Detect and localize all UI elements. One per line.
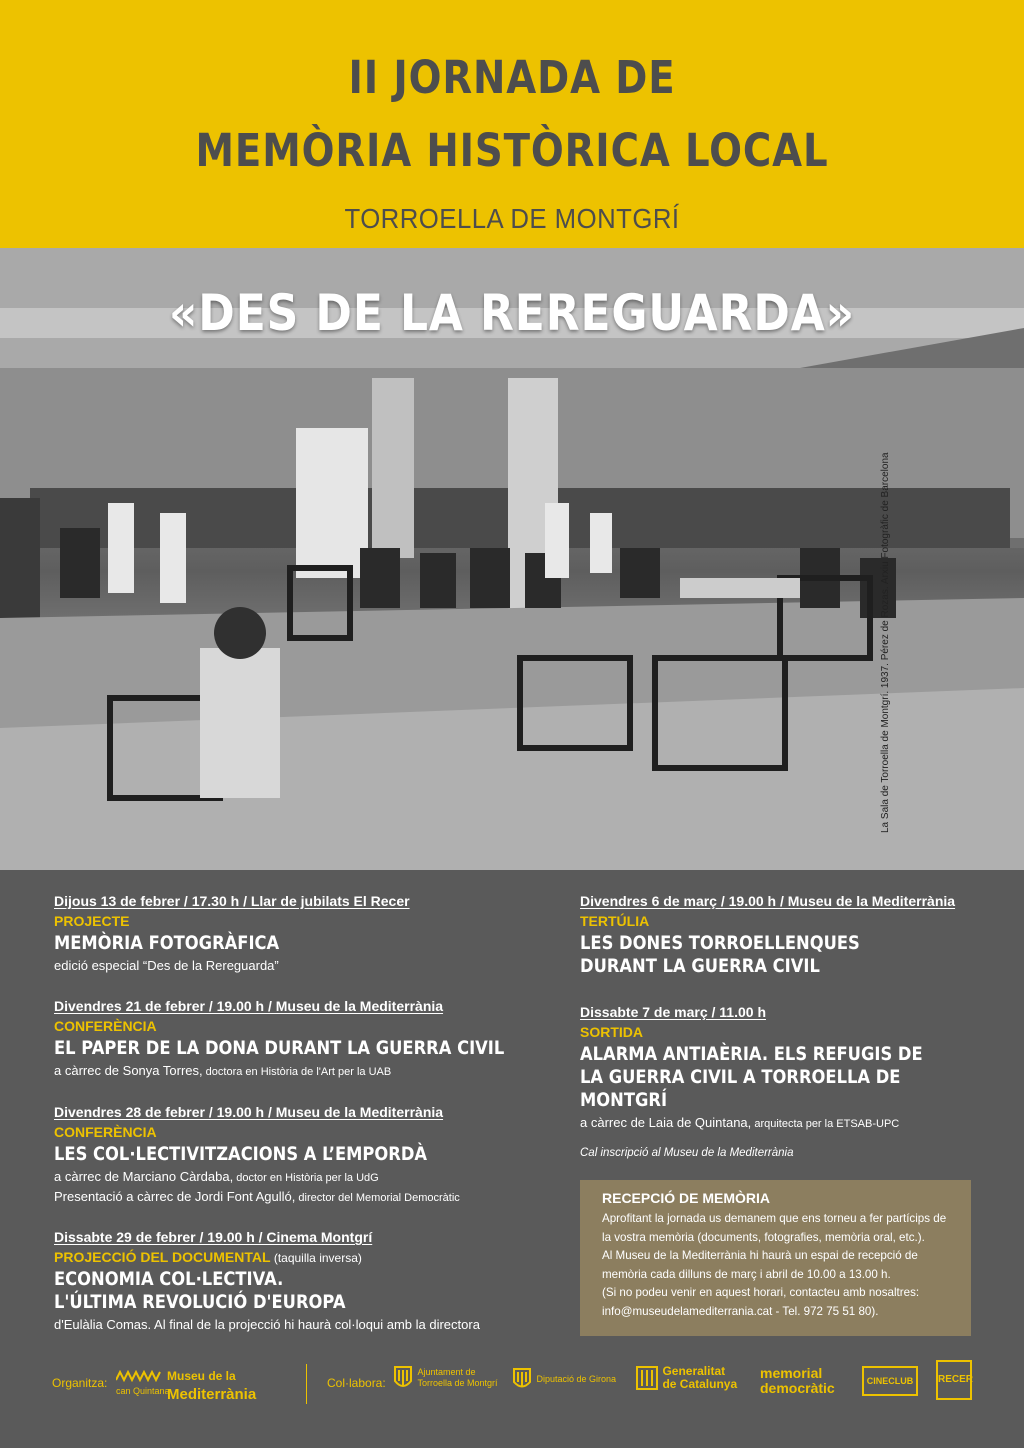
event-type: TERTÚLIA xyxy=(580,913,650,929)
event-type: SORTIDA xyxy=(580,1024,643,1040)
event-title: LES COL·LECTIVITZACIONS A L’EMPORDÀ xyxy=(54,1143,428,1165)
can-quintana-logo xyxy=(116,1367,170,1396)
speaker-credentials: doctor en Història per la UdG xyxy=(233,1172,379,1184)
event-title-line-2: L'ÚLTIMA REVOLUCIÓ D'EUROPA xyxy=(54,1291,346,1313)
event-banner-title: «DES DE LA REREGUARDA» xyxy=(169,284,855,342)
event-1 xyxy=(54,893,410,974)
event-4 xyxy=(54,1229,480,1333)
event-2 xyxy=(54,998,578,1081)
collabora-label: Col·labora: xyxy=(327,1376,386,1390)
speaker-name: a càrrec de Laia de Quintana, xyxy=(580,1115,752,1130)
diputacio-shield-icon xyxy=(512,1365,532,1393)
reception-text-3: (Si no podeu venir en aquest horari, contacteu amb nosaltres: info@museudelamediterrania.cat - Tel. 972 75 51 80). xyxy=(602,1286,920,1318)
footer-divider xyxy=(306,1364,307,1404)
event-title-line-3: MONTGRÍ xyxy=(580,1089,668,1111)
presenter-credentials: director del Memorial Democràtic xyxy=(295,1192,460,1204)
historic-photo xyxy=(0,248,1024,870)
event-title: EL PAPER DE LA DONA DURANT LA GUERRA CIVIL xyxy=(54,1037,505,1059)
presenter-name: Presentació a càrrec de Jordi Font Agulló, xyxy=(54,1189,296,1204)
event-speaker xyxy=(54,1168,488,1187)
ajuntament-logo xyxy=(393,1363,498,1393)
event-title-line-2: DURANT LA GUERRA CIVIL xyxy=(580,955,820,977)
museu-text-2: Mediterrània xyxy=(167,1386,257,1404)
speaker-credentials: doctora en Història de l'Art per la UAB xyxy=(202,1066,392,1078)
event-date: Divendres 28 de febrer / 19.00 h / Museu de la Mediterrània xyxy=(54,1104,444,1120)
event-type: CONFERÈNCIA xyxy=(54,1124,157,1140)
event-presenter xyxy=(54,1188,488,1207)
event-title-line-1: LES DONES TORROELLENQUES xyxy=(580,932,860,954)
generalitat-text-1: Generalitat xyxy=(662,1364,726,1378)
reception-text-1: Aprofitant la jornada us demanem que ens torneu a fer partícips de la vostra memòria (documents, fotografies, memòria oral, etc.). xyxy=(602,1212,947,1244)
title-line-2: MEMÒRIA HISTÒRICA LOCAL xyxy=(195,124,829,177)
shield-icon xyxy=(393,1363,413,1393)
speaker-name: a càrrec de Sonya Torres, xyxy=(54,1063,203,1078)
event-description: d'Eulàlia Comas. Al final de la projecció hi haurà col·loqui amb la directora xyxy=(54,1317,480,1332)
cineclub-text: CINECLUB xyxy=(866,1376,914,1386)
reception-title: RECEPCIÓ DE MEMÒRIA xyxy=(602,1190,771,1206)
diputacio-logo xyxy=(512,1365,616,1393)
event-description: edició especial “Des de la Rereguarda” xyxy=(54,958,279,973)
event-date: Dissabte 29 de febrer / 19.00 h / Cinema Montgrí xyxy=(54,1229,373,1245)
event-type-extra: (taquilla inversa) xyxy=(270,1251,362,1265)
event-type: PROJECTE xyxy=(54,913,130,929)
can-quintana-icon xyxy=(116,1370,162,1382)
diputacio-text: Diputació de Girona xyxy=(536,1373,616,1384)
generalitat-icon xyxy=(636,1366,658,1390)
event-date: Dijous 13 de febrer / 17.30 h / Llar de jubilats El Recer xyxy=(54,893,410,909)
can-quintana-text: can Quintana xyxy=(116,1386,170,1396)
reception-text-2: Al Museu de la Mediterrània hi haurà un espai de recepció de memòria cada dilluns de març i abril de 10.00 a 13.00 h. xyxy=(602,1249,918,1281)
header-band xyxy=(0,0,1024,248)
event-3 xyxy=(54,1104,488,1207)
event-date: Divendres 6 de març / 19.00 h / Museu de la Mediterrània xyxy=(580,893,956,909)
event-speaker xyxy=(580,1114,978,1133)
speaker-name: a càrrec de Marciano Càrdaba, xyxy=(54,1169,234,1184)
registration-note: Cal inscripció al Museu de la Mediterrània xyxy=(580,1147,794,1159)
memorial-text-1: memorial xyxy=(760,1365,823,1381)
event-title-line-1: ECONOMIA COL·LECTIVA. xyxy=(54,1268,284,1290)
generalitat-text-2: de Catalunya xyxy=(662,1377,738,1391)
generalitat-logo xyxy=(636,1365,737,1391)
event-type-label: PROJECCIÓ DEL DOCUMENTAL xyxy=(54,1249,271,1265)
title-line-1: II JORNADA DE xyxy=(348,51,676,104)
event-title-line-1: ALARMA ANTIAÈRIA. ELS REFUGIS DE xyxy=(580,1043,923,1065)
sponsors-footer xyxy=(0,1360,1024,1448)
event-date: Divendres 21 de febrer / 19.00 h / Museu de la Mediterrània xyxy=(54,998,444,1014)
cineclub-logo xyxy=(862,1366,918,1396)
event-5 xyxy=(580,893,955,979)
event-type: CONFERÈNCIA xyxy=(54,1018,157,1034)
place-subtitle: TORROELLA DE MONTGRÍ xyxy=(344,203,680,234)
recer-text: RECER xyxy=(938,1374,974,1385)
event-title: MEMÒRIA FOTOGRÀFICA xyxy=(54,932,280,954)
speaker-credentials: arquitecta per la ETSAB-UPC xyxy=(751,1118,900,1130)
event-type xyxy=(54,1249,480,1265)
event-date: Dissabte 7 de març / 11.00 h xyxy=(580,1004,766,1020)
event-title-line-2: LA GUERRA CIVIL A TORROELLA DE xyxy=(580,1066,901,1088)
memorial-democratic-logo xyxy=(760,1366,835,1396)
memory-reception-box xyxy=(580,1180,971,1336)
memorial-text-2: democràtic xyxy=(760,1380,835,1396)
recer-logo xyxy=(936,1360,972,1400)
museu-text-1: Museu de la xyxy=(167,1369,236,1384)
ajuntament-text-1: Ajuntament de xyxy=(417,1367,476,1377)
photo-credit: La Sala de Torroella de Montgrí. 1937. Pérez de Rozas. Arxiu Fotogràfic de Barcelona xyxy=(880,452,891,833)
organitza-label: Organitza: xyxy=(52,1376,108,1390)
museu-logo xyxy=(167,1368,256,1404)
event-speaker xyxy=(54,1062,578,1081)
event-6 xyxy=(580,1004,978,1159)
ajuntament-text-2: Torroella de Montgrí xyxy=(417,1378,498,1388)
